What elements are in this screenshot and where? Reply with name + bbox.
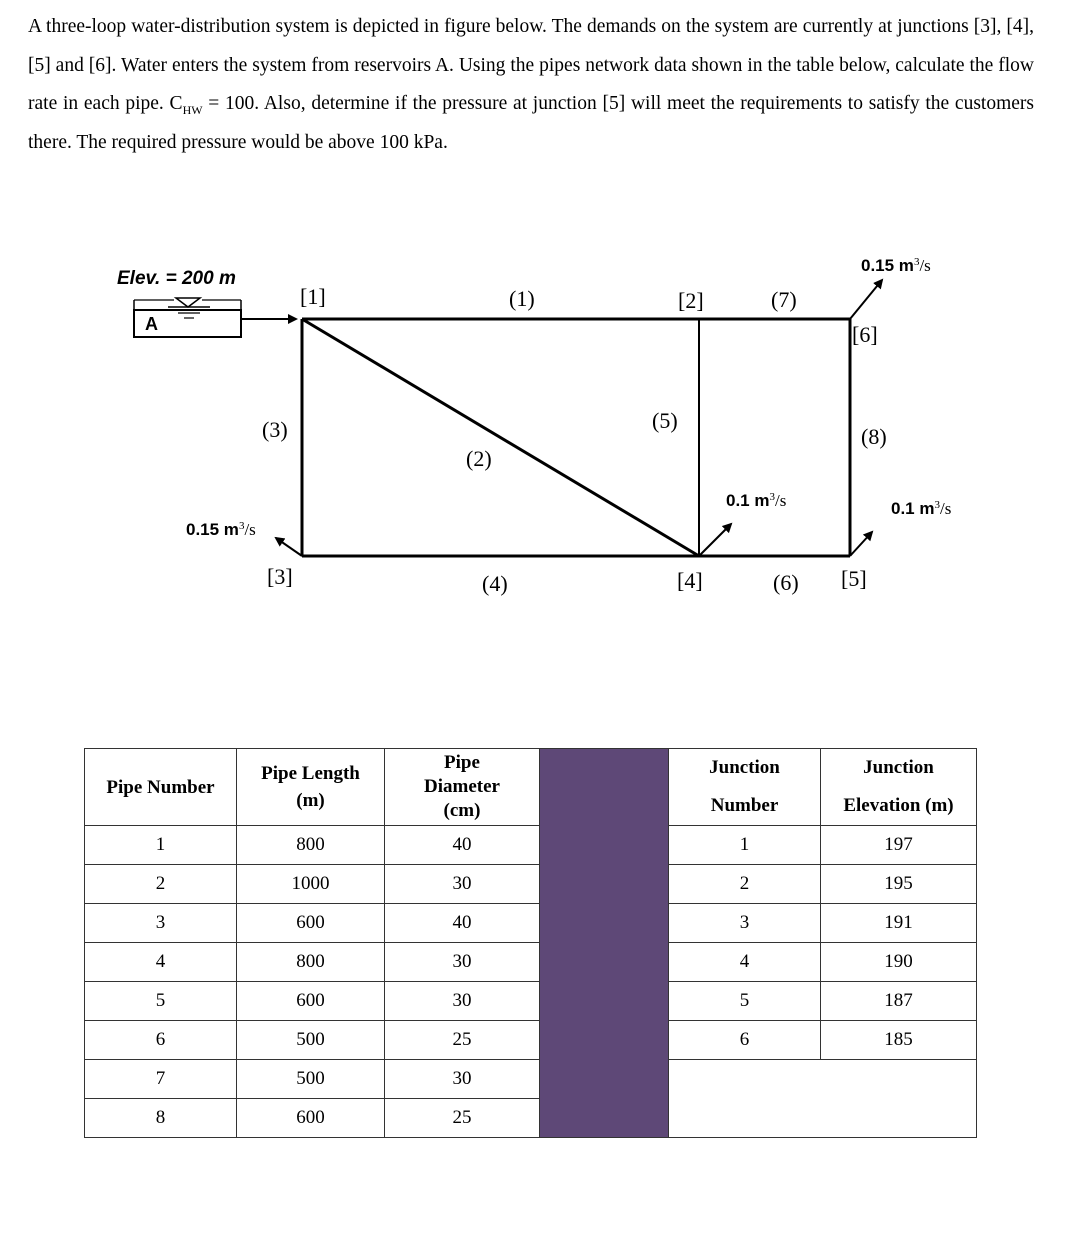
pipe-length-cell: 500 — [237, 1060, 385, 1099]
junction-elevation-cell: 187 — [821, 982, 977, 1021]
pipe-2-label: (2) — [466, 446, 492, 471]
junction-6-label: [6] — [852, 322, 878, 347]
pipe-diameter-cell: 40 — [385, 826, 540, 865]
pipe-5-label: (5) — [652, 408, 678, 433]
reservoir-a — [134, 298, 241, 337]
pipe-diameter-cell: 25 — [385, 1021, 540, 1060]
table-row — [85, 1060, 977, 1099]
table-row — [85, 904, 977, 943]
table-row — [85, 982, 977, 1021]
demand-arrow-j5 — [850, 532, 872, 556]
demand-arrow-j3 — [276, 538, 302, 556]
pipe-3-label: (3) — [262, 417, 288, 442]
pipe-diameter-cell: 25 — [385, 1099, 540, 1138]
pipe-number-cell: 5 — [85, 982, 237, 1021]
header-junction-elevation: Junction Elevation (m) — [821, 749, 977, 826]
junction-4-label: [4] — [677, 568, 703, 593]
pipe-number-cell: 7 — [85, 1060, 237, 1099]
pipe-7-label: (7) — [771, 287, 797, 312]
pipe-length-cell: 600 — [237, 982, 385, 1021]
header-pipe-number: Pipe Number — [85, 749, 237, 826]
junction-elevation-cell: 191 — [821, 904, 977, 943]
reservoir-elevation: Elev. = 200 m — [117, 268, 236, 289]
pipe-diameter-cell: 40 — [385, 904, 540, 943]
junction-number-cell: 6 — [669, 1021, 821, 1060]
pipe-number-cell: 3 — [85, 904, 237, 943]
pipe-length-cell: 500 — [237, 1021, 385, 1060]
table-row — [85, 865, 977, 904]
empty-junction-area — [669, 1060, 977, 1138]
junction-1-label: [1] — [300, 284, 326, 309]
problem-text: A three-loop water-distribution system is depicted in figure below. The demands on the system are currently at junctions [3], [4], [5] and [6]. Water enters the system from reservoirs A. Using the pipes network data shown in the table below, calculate the flow rate in each pipe. C — [28, 16, 1034, 114]
pipe-diameter-cell: 30 — [385, 1060, 540, 1099]
problem-statement — [28, 8, 1034, 162]
junction-5-label: [5] — [841, 566, 867, 591]
header-pipe-length: Pipe Length (m) — [237, 749, 385, 826]
table-header-row — [85, 749, 977, 826]
pipe-number-cell: 6 — [85, 1021, 237, 1060]
pipe-4-label: (4) — [482, 571, 508, 596]
pipe-length-cell: 600 — [237, 1099, 385, 1138]
demand-j3-label: 0.15 $m^3/s$ — [186, 520, 256, 539]
table-row — [85, 826, 977, 865]
demand-arrow-j4 — [699, 524, 731, 556]
pipe-length-cell: 800 — [237, 826, 385, 865]
pipe-6-label: (6) — [773, 570, 799, 595]
hw-subscript: HW — [182, 102, 203, 117]
pipe-length-cell: 600 — [237, 904, 385, 943]
junction-elevation-cell: 197 — [821, 826, 977, 865]
table-row — [85, 943, 977, 982]
demand-j5-label: 0.1 $m^3/s$ — [891, 499, 952, 518]
demand-arrow-j6 — [850, 280, 882, 319]
demand-j4-label: 0.1 $m^3/s$ — [726, 491, 787, 510]
header-junction-number: Junction Number — [669, 749, 821, 826]
junction-number-cell: 3 — [669, 904, 821, 943]
pipe-2-line — [302, 319, 699, 556]
pipe-length-cell: 800 — [237, 943, 385, 982]
junction-number-cell: 1 — [669, 826, 821, 865]
pipe-number-cell: 8 — [85, 1099, 237, 1138]
junction-elevation-cell: 190 — [821, 943, 977, 982]
pipe-number-cell: 2 — [85, 865, 237, 904]
pipe-number-cell: 1 — [85, 826, 237, 865]
pipe-diameter-cell: 30 — [385, 865, 540, 904]
junction-2-label: [2] — [678, 288, 704, 313]
pipe-1-label: (1) — [509, 286, 535, 311]
junction-number-cell: 2 — [669, 865, 821, 904]
table-row — [85, 1021, 977, 1060]
pipe-length-cell: 1000 — [237, 865, 385, 904]
reservoir-label: A — [145, 314, 158, 334]
junction-number-cell: 5 — [669, 982, 821, 1021]
junction-elevation-cell: 195 — [821, 865, 977, 904]
redacted-column — [540, 749, 669, 1138]
demand-j6-label: 0.15 $m^3/s$ — [861, 256, 931, 275]
problem-text-continued: = 100. Also, determine if the pressure at junction [5] will meet the requirements to satisfy the customers there. The required pressure would be above 100 kPa. — [28, 93, 1035, 153]
junction-3-label: [3] — [267, 564, 293, 589]
pipe-number-cell: 4 — [85, 943, 237, 982]
pipe-8-label: (8) — [861, 424, 887, 449]
header-pipe-diameter: Pipe Diameter (cm) — [385, 749, 540, 826]
pipe-diameter-cell: 30 — [385, 943, 540, 982]
junction-elevation-cell: 185 — [821, 1021, 977, 1060]
junction-number-cell: 4 — [669, 943, 821, 982]
pipe-diameter-cell: 30 — [385, 982, 540, 1021]
pipe-network-table — [84, 748, 977, 1138]
pipe-network-figure — [0, 240, 1080, 620]
